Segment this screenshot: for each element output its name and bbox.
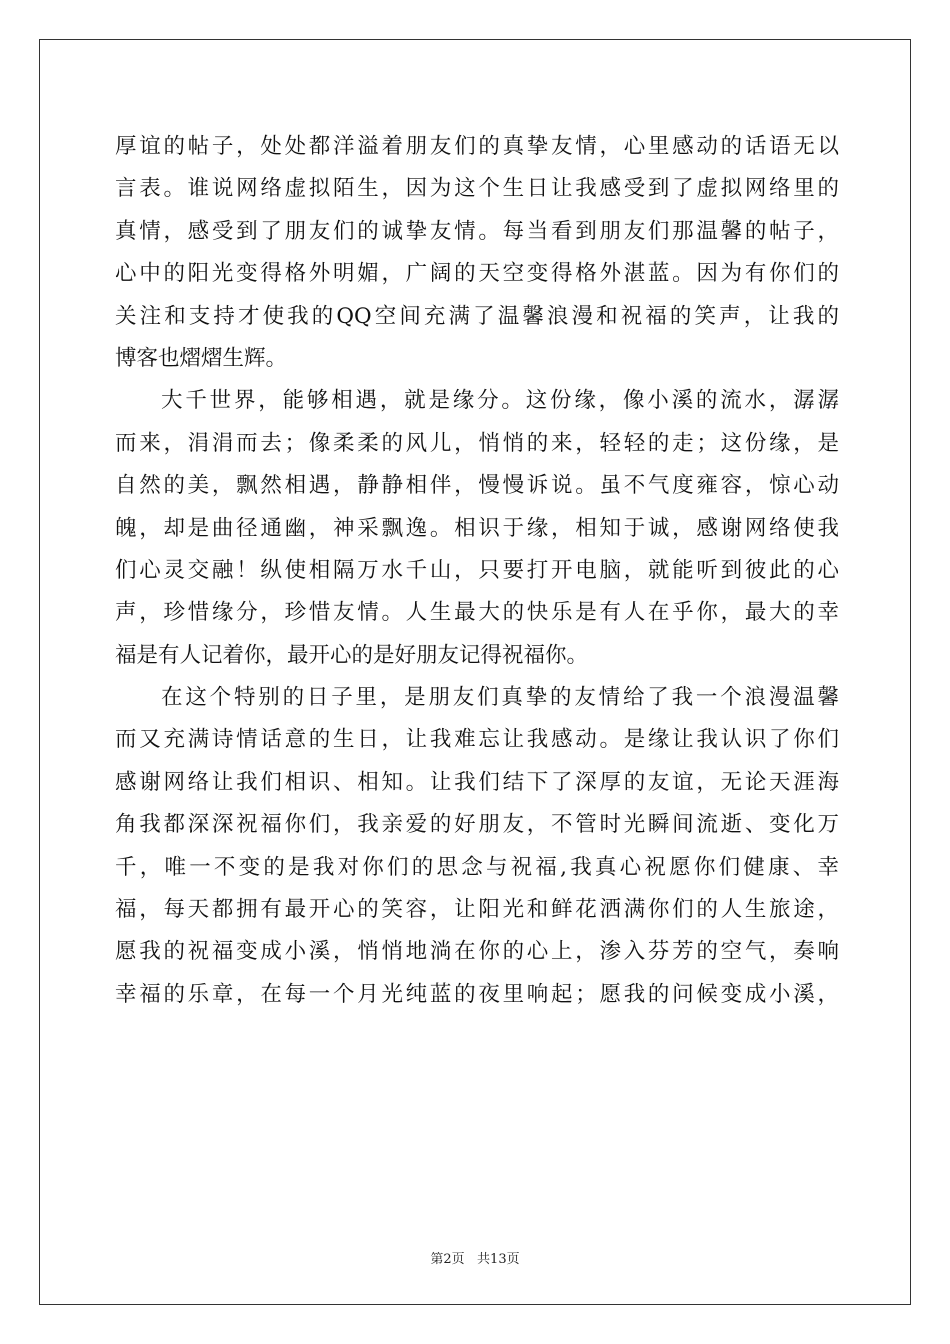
text-line: 大千世界，能够相遇，就是缘分。这份缘，像小溪的流水，潺潺 <box>161 388 839 414</box>
text-line: 真情，感受到了朋友们的诚挚友情。每当看到朋友们那温馨的帖子， <box>115 218 839 244</box>
document-body <box>115 126 839 1016</box>
text-line: 而又充满诗情话意的生日，让我难忘让我感动。是缘让我认识了你们 <box>115 727 839 753</box>
text-line: 心中的阳光变得格外明媚，广阔的天空变得格外湛蓝。因为有你们的 <box>115 261 839 287</box>
text-line: 声，珍惜缘分，珍惜友情。人生最大的快乐是有人在乎你，最大的幸 <box>115 600 839 626</box>
text-line: 福是有人记着你，最开心的是好朋友记得祝福你。 <box>115 642 589 668</box>
text-line: 千，唯一不变的是我对你们的思念与祝福,我真心祝愿你们健康、幸 <box>115 854 839 880</box>
text-line: 关注和支持才使我的QQ空间充满了温馨浪漫和祝福的笑声，让我的 <box>115 303 839 329</box>
text-line: 感谢网络让我们相识、相知。让我们结下了深厚的友谊，无论天涯海 <box>115 769 839 795</box>
text-line: 愿我的祝福变成小溪，悄悄地淌在你的心上，渗入芬芳的空气，奏响 <box>115 939 839 965</box>
text-line: 魄，却是曲径通幽，神采飘逸。相识于缘，相知于诚，感谢网络使我 <box>115 515 839 541</box>
text-line: 幸福的乐章，在每一个月光纯蓝的夜里响起；愿我的问候变成小溪， <box>115 981 839 1007</box>
page-number-footer: 第2页 共13页 <box>430 1252 520 1267</box>
text-line: 言表。谁说网络虚拟陌生，因为这个生日让我感受到了虚拟网络里的 <box>115 176 839 202</box>
text-line: 博客也熠熠生辉。 <box>115 345 288 371</box>
text-line: 角我都深深祝福你们，我亲爱的好朋友，不管时光瞬间流逝、变化万 <box>115 812 839 838</box>
text-line: 自然的美，飘然相遇，静静相伴，慢慢诉说。虽不气度雍容，惊心动 <box>115 473 839 499</box>
text-line: 在这个特别的日子里，是朋友们真挚的友情给了我一个浪漫温馨 <box>161 685 839 711</box>
text-line: 而来，涓涓而去；像柔柔的风儿，悄悄的来，轻轻的走；这份缘，是 <box>115 430 839 456</box>
text-line: 们心灵交融！纵使相隔万水千山，只要打开电脑，就能听到彼此的心 <box>115 557 839 583</box>
text-line: 厚谊的帖子，处处都洋溢着朋友们的真挚友情，心里感动的话语无以 <box>115 134 839 159</box>
text-line: 福，每天都拥有最开心的笑容，让阳光和鲜花洒满你们的人生旅途， <box>115 897 839 923</box>
